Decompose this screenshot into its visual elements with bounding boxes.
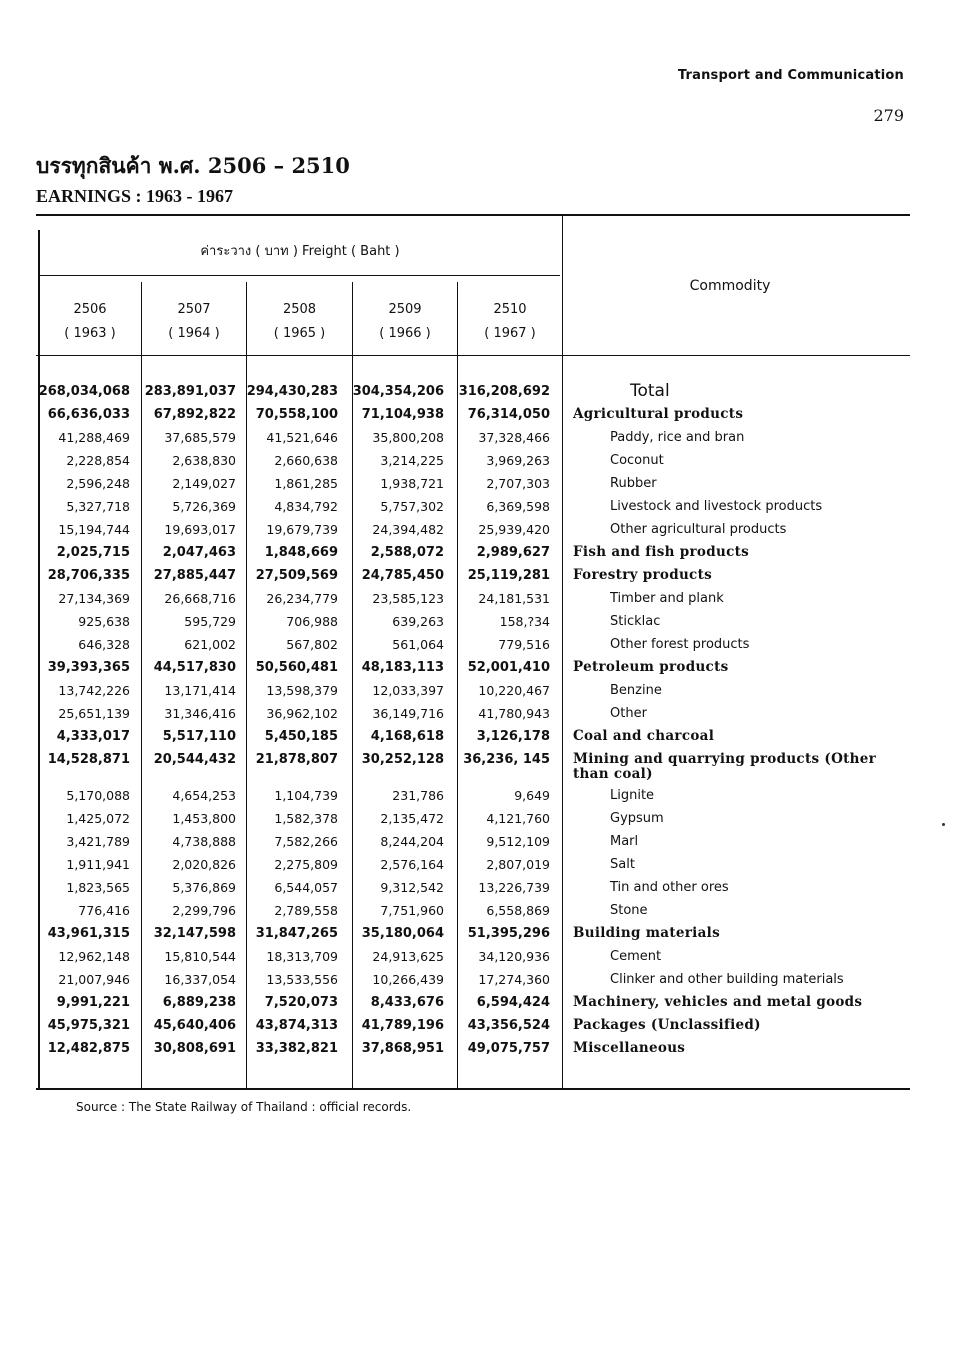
value-cell-2507: 5,517,110 [162,729,236,744]
source-note: Source : The State Railway of Thailand : official records. [76,1100,412,1114]
commodity-item-label: Lignite [610,788,655,803]
value-cell-2507: 4,654,253 [172,788,236,803]
value-cell-2506: 15,194,744 [58,522,130,537]
table-bottom-rule [36,1088,910,1090]
value-cell-2509: 2,588,072 [370,545,444,560]
table-row [38,922,908,945]
table-title-thai: บรรทุกสินค้า พ.ศ. 2506 – 2510 [36,153,350,178]
value-cell-2508: 19,679,739 [266,522,338,537]
value-cell-2508: 2,275,809 [274,857,338,872]
commodity-item-label: Sticklac [610,614,661,629]
value-cell-2506: 39,393,365 [47,660,130,675]
value-cell-2507: 5,376,869 [172,880,236,895]
commodity-item-label: Other forest products [610,637,750,652]
table-row [38,495,908,518]
table-row [38,876,908,899]
value-cell-2508: 7,582,266 [274,834,338,849]
table-row [38,403,908,426]
value-cell-2510: 51,395,296 [467,926,550,941]
value-cell-2510: 2,707,303 [486,476,550,491]
commodity-header: Commodity [689,278,771,294]
value-cell-2508: 567,802 [286,637,338,652]
value-cell-2508: 33,382,821 [255,1041,338,1056]
value-cell-2510: 24,181,531 [478,591,550,606]
value-cell-2506: 12,482,875 [47,1041,130,1056]
commodity-group-label: Petroleum products [573,659,729,675]
freight-header: ค่าระวาง ( บาท ) Freight ( Baht ) [200,244,400,259]
value-cell-2509: 41,789,196 [361,1018,444,1033]
value-cell-2507: 2,047,463 [162,545,236,560]
year-header-2 [142,298,246,346]
value-cell-2508: 41,521,646 [266,430,338,445]
value-cell-2509: 24,913,625 [372,949,444,964]
commodity-group-label: Building materials [573,925,720,941]
value-cell-2507: 32,147,598 [153,926,236,941]
value-cell-2508: 13,598,379 [266,683,338,698]
table-row [38,449,908,472]
value-cell-2509: 35,180,064 [361,926,444,941]
year-thai: 2506 [73,302,107,317]
commodity-group-label: Coal and charcoal [573,728,715,744]
commodity-group-label: Miscellaneous [573,1040,686,1056]
commodity-group-label: Packages (Unclassified) [573,1017,761,1033]
value-cell-2509: 1,938,721 [380,476,444,491]
value-cell-2510: 41,780,943 [478,706,550,721]
value-cell-2510: 52,001,410 [467,660,550,675]
value-cell-2510: 9,649 [514,788,550,803]
value-cell-2508: 13,533,556 [266,972,338,987]
value-cell-2506: 2,596,248 [66,476,130,491]
year-header-3 [247,298,352,346]
value-cell-2510: 36,236, 145 [463,752,550,767]
commodity-item-label: Rubber [610,476,657,491]
table-row [38,679,908,702]
value-cell-2506: 646,328 [78,637,130,652]
value-cell-2510: 37,328,466 [478,430,550,445]
year-thai: 2509 [388,302,422,317]
value-cell-2506: 4,333,017 [56,729,130,744]
table-row [38,853,908,876]
table-row [38,541,908,564]
year-thai: 2508 [282,302,317,317]
value-cell-2509: 4,168,618 [370,729,444,744]
value-cell-2508: 1,861,285 [274,476,338,491]
value-cell-2506: 27,134,369 [58,591,130,606]
value-cell-2507: 67,892,822 [153,407,236,422]
value-cell-2508: 5,450,185 [264,729,338,744]
value-cell-2506: 13,742,226 [58,683,130,698]
value-cell-2510: 9,512,109 [486,834,550,849]
value-cell-2510: 25,939,420 [478,522,550,537]
table-row [38,830,908,853]
table-row [38,899,908,922]
value-cell-2510: 158,?34 [499,614,550,629]
value-cell-2510: 6,594,424 [476,995,550,1010]
value-cell-2509: 37,868,951 [361,1041,444,1056]
value-cell-2509: 24,394,482 [372,522,444,537]
value-cell-2507: 44,517,830 [153,660,236,675]
value-cell-2510: 2,807,019 [486,857,550,872]
value-cell-2508: 43,874,313 [255,1018,338,1033]
year-header-1 [40,298,140,346]
value-cell-2508: 31,847,265 [255,926,338,941]
value-cell-2506: 2,025,715 [56,545,130,560]
value-cell-2509: 24,785,450 [361,568,444,583]
value-cell-2507: 27,885,447 [153,568,236,583]
commodity-group-label: Machinery, vehicles and metal goods [573,994,863,1010]
table-row [38,945,908,968]
value-cell-2509: 8,433,676 [370,995,444,1010]
value-cell-2507: 2,149,027 [172,476,236,491]
value-cell-2508: 1,582,378 [274,811,338,826]
table-row [38,748,908,784]
value-cell-2509: 30,252,128 [361,752,444,767]
year-ad: ( 1965 ) [273,326,326,341]
table-row [38,426,908,449]
commodity-group-label: Fish and fish products [573,544,750,560]
commodity-item-label: Benzine [610,683,662,698]
value-cell-2510: 3,969,263 [486,453,550,468]
value-cell-2507: 16,337,054 [164,972,236,987]
table-row [38,784,908,807]
value-cell-2510: 10,220,467 [478,683,550,698]
value-cell-2509: 2,135,472 [380,811,444,826]
year-ad: ( 1967 ) [484,326,536,341]
value-cell-2507: 6,889,238 [162,995,236,1010]
value-cell-2508: 26,234,779 [266,591,338,606]
value-cell-2506: 776,416 [78,903,130,918]
value-cell-2510: 13,226,739 [478,880,550,895]
value-cell-2509: 9,312,542 [380,880,444,895]
value-cell-2509: 2,576,164 [380,857,444,872]
value-cell-2508: 1,104,739 [274,788,338,803]
commodity-item-label: Salt [610,857,635,872]
value-cell-2509: 639,263 [392,614,444,629]
commodity-item-label: Other [610,706,647,721]
table-row [38,807,908,830]
value-cell-2506: 41,288,469 [58,430,130,445]
value-cell-2506: 1,425,072 [66,811,130,826]
value-cell-2510: 6,558,869 [486,903,550,918]
value-cell-2508: 4,834,792 [274,499,338,514]
table-row [38,968,908,991]
value-cell-2509: 10,266,439 [372,972,444,987]
commodity-group-label: Forestry products [573,567,713,583]
header-bottom-rule [36,355,910,356]
value-cell-2509: 71,104,938 [361,407,444,422]
value-cell-2507: 595,729 [184,614,236,629]
commodity-group-label: Agricultural products [573,406,744,422]
value-cell-2507: 1,453,800 [172,811,236,826]
commodity-item-label: Timber and plank [610,591,724,606]
value-cell-2508: 6,544,057 [274,880,338,895]
value-cell-2507: 2,020,826 [172,857,236,872]
value-cell-2507: 31,346,416 [164,706,236,721]
value-cell-2510: 316,208,692 [458,384,550,399]
table-row [38,991,908,1014]
value-cell-2507: 621,002 [184,637,236,652]
value-cell-2506: 268,034,068 [38,384,130,399]
value-cell-2506: 45,975,321 [47,1018,130,1033]
value-cell-2506: 43,961,315 [47,926,130,941]
commodity-group-label: Mining and quarrying products (Other than coal) [573,751,877,782]
value-cell-2507: 4,738,888 [172,834,236,849]
value-cell-2506: 21,007,946 [58,972,130,987]
value-cell-2509: 48,183,113 [361,660,444,675]
value-cell-2508: 1,848,669 [264,545,338,560]
value-cell-2506: 2,228,854 [66,453,130,468]
value-cell-2509: 304,354,206 [352,384,444,399]
table-row [38,518,908,541]
table-row [38,564,908,587]
value-cell-2510: 34,120,936 [478,949,550,964]
value-cell-2506: 5,170,088 [66,788,130,803]
value-cell-2507: 26,668,716 [164,591,236,606]
value-cell-2506: 3,421,789 [66,834,130,849]
value-cell-2508: 2,660,638 [274,453,338,468]
page-number: 279 [873,106,904,125]
value-cell-2506: 1,823,565 [66,880,130,895]
value-cell-2509: 23,585,123 [372,591,444,606]
value-cell-2508: 294,430,283 [246,384,338,399]
value-cell-2508: 7,520,073 [264,995,338,1010]
year-header-4 [353,298,457,346]
value-cell-2506: 925,638 [78,614,130,629]
value-cell-2508: 36,962,102 [266,706,338,721]
value-cell-2510: 4,121,760 [486,811,550,826]
value-cell-2506: 1,911,941 [66,857,130,872]
value-cell-2510: 49,075,757 [467,1041,550,1056]
table-row [38,1037,908,1060]
table-title-english: EARNINGS : 1963 - 1967 [36,186,234,206]
value-cell-2507: 19,693,017 [164,522,236,537]
value-cell-2507: 2,638,830 [172,453,236,468]
value-cell-2507: 15,810,544 [164,949,236,964]
value-cell-2508: 50,560,481 [255,660,338,675]
table-row [38,702,908,725]
value-cell-2506: 66,636,033 [47,407,130,422]
value-cell-2510: 6,369,598 [486,499,550,514]
commodity-item-label: Clinker and other building materials [610,972,844,987]
value-cell-2509: 35,800,208 [372,430,444,445]
year-thai: 2507 [177,302,211,317]
commodity-item-label: Coconut [610,453,664,468]
value-cell-2507: 45,640,406 [153,1018,236,1033]
value-cell-2508: 2,789,558 [274,903,338,918]
value-cell-2509: 8,244,204 [380,834,444,849]
value-cell-2509: 7,751,960 [380,903,444,918]
table-row [38,472,908,495]
value-cell-2510: 43,356,524 [467,1018,550,1033]
commodity-item-label: Stone [610,903,648,918]
value-cell-2509: 231,786 [392,788,444,803]
commodity-item-label: Paddy, rice and bran [610,430,745,445]
value-cell-2506: 28,706,335 [47,568,130,583]
value-cell-2506: 5,327,718 [66,499,130,514]
year-header-5 [458,298,562,346]
table-row [38,587,908,610]
commodity-item-label: Other agricultural products [610,522,787,537]
table-body [38,380,908,1060]
table-row [38,380,908,403]
value-cell-2507: 30,808,691 [153,1041,236,1056]
year-ad: ( 1964 ) [168,326,220,341]
commodity-item-label: Marl [610,834,639,849]
table-row [38,610,908,633]
commodity-item-label: Cement [610,949,662,964]
value-cell-2507: 2,299,796 [172,903,236,918]
value-cell-2510: 779,516 [498,637,550,652]
value-cell-2506: 14,528,871 [47,752,130,767]
value-cell-2509: 12,033,397 [372,683,444,698]
commodity-group-label: Total [630,381,670,401]
value-cell-2509: 3,214,225 [380,453,444,468]
table-row [38,725,908,748]
table-row [38,1014,908,1037]
margin-dot [942,823,945,826]
value-cell-2506: 9,991,221 [56,995,130,1010]
value-cell-2507: 5,726,369 [172,499,236,514]
value-cell-2506: 25,651,139 [58,706,130,721]
value-cell-2508: 21,878,807 [255,752,338,767]
freight-sub-rule [40,275,560,276]
table-row [38,656,908,679]
value-cell-2508: 70,558,100 [255,407,338,422]
value-cell-2509: 5,757,302 [380,499,444,514]
value-cell-2507: 20,544,432 [153,752,236,767]
value-cell-2506: 12,962,148 [58,949,130,964]
commodity-item-label: Livestock and livestock products [610,499,823,514]
table-row [38,633,908,656]
value-cell-2508: 706,988 [286,614,338,629]
commodity-item-label: Tin and other ores [610,880,729,895]
section-title: Transport and Communication [677,68,904,83]
year-ad: ( 1963 ) [64,326,116,341]
value-cell-2507: 283,891,037 [144,384,236,399]
value-cell-2510: 17,274,360 [478,972,550,987]
value-cell-2510: 25,119,281 [467,568,550,583]
value-cell-2510: 3,126,178 [476,729,550,744]
year-ad: ( 1966 ) [379,326,431,341]
value-cell-2507: 37,685,579 [164,430,236,445]
value-cell-2509: 561,064 [392,637,444,652]
commodity-item-label: Gypsum [610,811,664,826]
value-cell-2510: 2,989,627 [476,545,550,560]
value-cell-2508: 18,313,709 [266,949,338,964]
year-thai: 2510 [493,302,527,317]
value-cell-2509: 36,149,716 [372,706,444,721]
value-cell-2510: 76,314,050 [467,407,550,422]
table-top-rule [36,214,910,216]
value-cell-2508: 27,509,569 [255,568,338,583]
value-cell-2507: 13,171,414 [164,683,236,698]
